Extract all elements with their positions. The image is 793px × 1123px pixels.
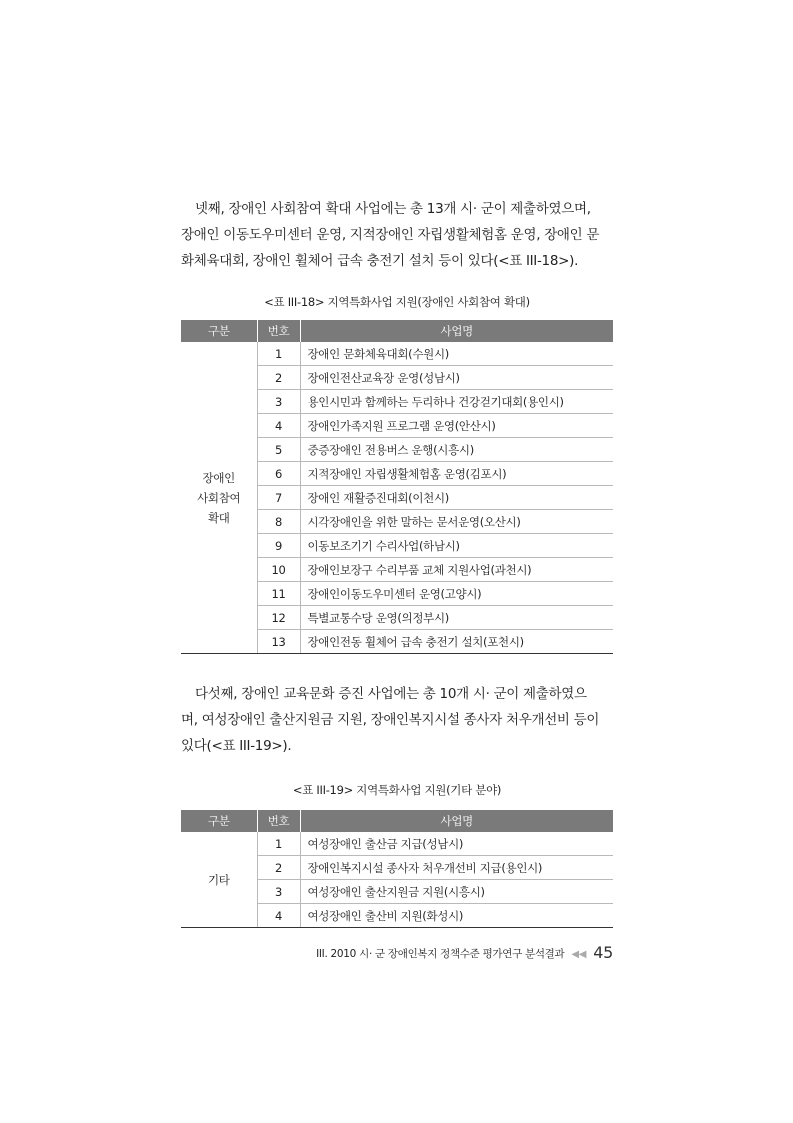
text-line: 장애인 이동도우미센터 운영, 지적장애인 자립생활체험홈 운영, 장애인 문 xyxy=(181,227,600,243)
row-number: 9 xyxy=(257,534,300,558)
category-label-line: 사회참여 xyxy=(197,490,241,505)
page-number: 45 xyxy=(593,943,613,962)
row-number: 3 xyxy=(257,880,300,904)
paragraph-social-participation xyxy=(181,196,613,274)
row-number: 10 xyxy=(257,558,300,582)
project-name: 이동보조기기 수리사업(하남시) xyxy=(300,534,613,558)
text-line: 며, 여성장애인 출산지원금 지원, 장애인복지시설 종사자 처우개선비 등이 xyxy=(181,712,600,728)
project-name: 장애인 문화체육대회(수원시) xyxy=(300,342,613,366)
row-number: 6 xyxy=(257,462,300,486)
project-name: 장애인보장구 수리부품 교체 지원사업(과천시) xyxy=(300,558,613,582)
project-name: 장애인이동도우미센터 운영(고양시) xyxy=(300,582,613,606)
text-line: 화체육대회, 장애인 휠체어 급속 충전기 설치 등이 있다(<표 III-18>). xyxy=(181,253,579,269)
category-label-line: 확대 xyxy=(207,510,230,525)
project-name: 시각장애인을 위한 말하는 문서운영(오산시) xyxy=(300,510,613,534)
header-category: 구분 xyxy=(181,320,257,342)
row-number: 2 xyxy=(257,366,300,390)
header-number: 번호 xyxy=(257,810,300,832)
project-name: 지적장애인 자립생활체험홈 운영(김포시) xyxy=(300,462,613,486)
project-name: 여성장애인 출산비 지원(화성시) xyxy=(300,904,613,928)
category-cell xyxy=(181,832,257,928)
row-number: 4 xyxy=(257,904,300,928)
project-name: 장애인 재활증진대회(이천시) xyxy=(300,486,613,510)
row-number: 1 xyxy=(257,342,300,366)
project-name: 용인시민과 함께하는 두리하나 건강걷기대회(용인시) xyxy=(300,390,613,414)
running-title: III. 2010 시· 군 장애인복지 정책수준 평가연구 분석결과 xyxy=(316,948,565,960)
project-name: 장애인가족지원 프로그램 운영(안산시) xyxy=(300,414,613,438)
header-category: 구분 xyxy=(181,810,257,832)
table-other-fields xyxy=(181,810,613,928)
category-cell xyxy=(181,342,257,654)
table-header-row xyxy=(181,810,613,832)
project-name: 장애인전산교육장 운영(성남시) xyxy=(300,366,613,390)
table-row xyxy=(181,832,613,856)
row-number: 12 xyxy=(257,606,300,630)
table-caption: <표 III-19> 지역특화사업 지원(기타 분야) xyxy=(292,783,502,797)
row-number: 5 xyxy=(257,438,300,462)
row-number: 8 xyxy=(257,510,300,534)
text-line: 다섯째, 장애인 교육문화 증진 사업에는 총 10개 시· 군이 제출하였으 xyxy=(195,686,587,702)
paragraph-education-culture xyxy=(181,681,613,759)
table-caption: <표 III-18> 지역특화사업 지원(장애인 사회참여 확대) xyxy=(264,295,530,309)
row-number: 11 xyxy=(257,582,300,606)
project-name: 중증장애인 전용버스 운행(시흥시) xyxy=(300,438,613,462)
row-number: 1 xyxy=(257,832,300,856)
row-number: 4 xyxy=(257,414,300,438)
category-label-line: 장애인 xyxy=(202,470,235,485)
project-name: 특별교통수당 운영(의정부시) xyxy=(300,606,613,630)
row-number: 2 xyxy=(257,856,300,880)
row-number: 7 xyxy=(257,486,300,510)
row-number: 13 xyxy=(257,630,300,654)
project-name: 장애인전동 휠체어 급속 충전기 설치(포천시) xyxy=(300,630,613,654)
header-project-name: 사업명 xyxy=(300,810,613,832)
project-name: 장애인복지시설 종사자 처우개선비 지급(용인시) xyxy=(300,856,613,880)
header-number: 번호 xyxy=(257,320,300,342)
table-row xyxy=(181,342,613,366)
page-footer xyxy=(181,943,613,962)
header-project-name: 사업명 xyxy=(300,320,613,342)
table-social-participation xyxy=(181,320,613,654)
row-number: 3 xyxy=(257,390,300,414)
text-line: 있다(<표 III-19>). xyxy=(181,738,292,754)
category-label-line: 기타 xyxy=(207,872,230,887)
text-line: 넷째, 장애인 사회참여 확대 사업에는 총 13개 시· 군이 제출하였으며, xyxy=(195,201,591,217)
project-name: 여성장애인 출산지원금 지원(시흥시) xyxy=(300,880,613,904)
double-arrow-left-icon: ◀◀ xyxy=(571,949,587,960)
project-name: 여성장애인 출산금 지급(성남시) xyxy=(300,832,613,856)
table-header-row xyxy=(181,320,613,342)
